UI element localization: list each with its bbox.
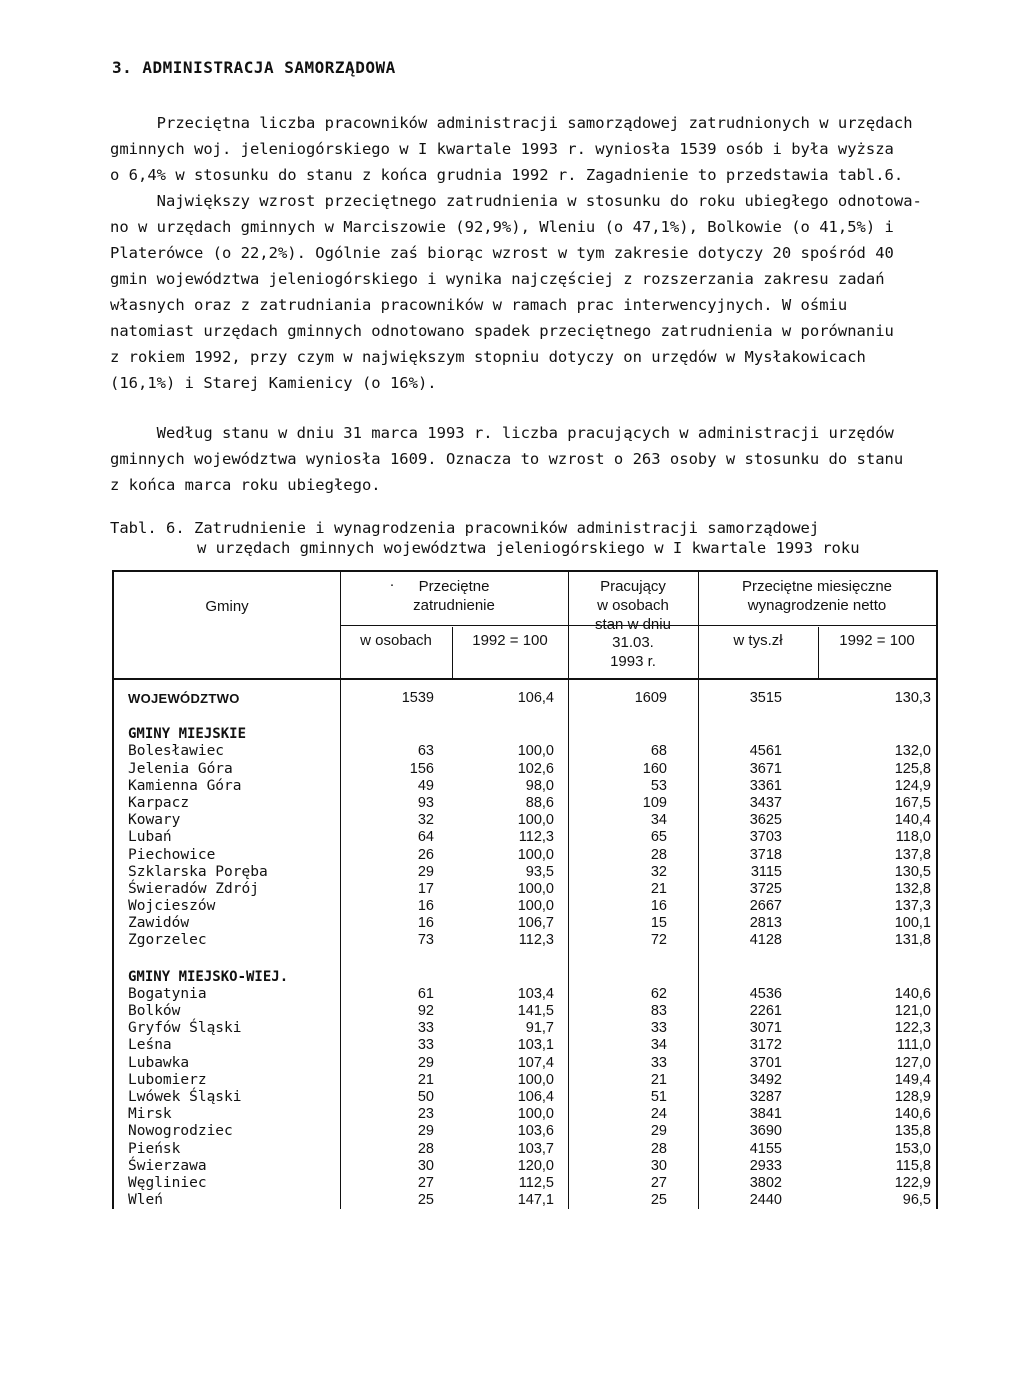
cell-zatrudnienie-index: 103,6 — [517, 1123, 554, 1140]
cell-zatrudnienie: 33 — [417, 1020, 434, 1037]
header-gminy: Gminy — [205, 598, 249, 615]
paragraph-intro-line: Platerówce (o 22,2%). Ogólnie zaś biorąc wzrost w tym zakresie dotyczy 20 spośród 40 — [110, 244, 894, 262]
table-row — [114, 1123, 936, 1140]
paragraph-intro — [110, 110, 952, 396]
cell-wynagrodzenie-index: 132,8 — [894, 880, 931, 897]
table-row — [114, 1037, 936, 1054]
cell-gmina: WOJEWÓDZTWO — [128, 691, 240, 706]
cell-pracujacy: 27 — [650, 1174, 667, 1191]
cell-wynagrodzenie: 3690 — [749, 1123, 782, 1140]
cell-zatrudnienie-index: 107,4 — [517, 1054, 554, 1071]
cell-zatrudnienie-index: 141,5 — [517, 1003, 554, 1019]
cell-pracujacy: 32 — [650, 863, 667, 880]
cell-zatrudnienie-index: 112,3 — [518, 829, 554, 846]
paragraph-intro-line: Przeciętna liczba pracowników administracji samorządowej zatrudnionych w urzędach — [110, 114, 913, 132]
cell-wynagrodzenie: 3625 — [749, 812, 782, 829]
cell-zatrudnienie-index: 100,0 — [517, 812, 554, 829]
table-row-total — [114, 690, 936, 707]
cell-pracujacy: 28 — [650, 1140, 667, 1157]
cell-pracujacy: 65 — [650, 829, 667, 846]
paragraph-employment-status — [110, 420, 952, 498]
cell-zatrudnienie-index: 103,1 — [517, 1037, 554, 1054]
cell-gmina: Szklarska Poręba — [128, 863, 268, 880]
cell-wynagrodzenie: 2261 — [749, 1003, 782, 1019]
cell-wynagrodzenie: 3725 — [749, 880, 782, 897]
cell-gmina: Pieńsk — [128, 1140, 181, 1157]
header-prac-l3: stan w dniu — [595, 616, 671, 633]
cell-wynagrodzenie-index: 137,8 — [894, 846, 931, 863]
cell-zatrudnienie-index: 112,3 — [518, 932, 554, 949]
cell-zatrudnienie-index: 91,7 — [525, 1020, 554, 1037]
cell-gmina: Lubawka — [128, 1054, 190, 1071]
cell-wynagrodzenie-index: 124,9 — [894, 777, 931, 794]
cell-zatrudnienie: 64 — [417, 829, 434, 846]
cell-zatrudnienie-index: 106,4 — [517, 1088, 554, 1105]
table-row — [114, 881, 936, 898]
table-caption-line-2: w urzędach gminnych województwa jeleniogórskiego w I kwartale 1993 roku — [197, 539, 860, 557]
table-row — [114, 1072, 936, 1089]
cell-zatrudnienie: 93 — [417, 794, 434, 811]
paragraph-employment-line: gminnych województwa wyniosła 1609. Oznacza to wzrost o 263 osoby w stosunku do stanu — [110, 450, 904, 468]
table-row — [114, 1106, 936, 1123]
header-zatr-bottom: zatrudnienie — [413, 597, 495, 614]
cell-pracujacy: 62 — [650, 985, 667, 1002]
table-row — [114, 864, 936, 881]
cell-wynagrodzenie-index: 125,8 — [894, 760, 931, 777]
cell-wynagrodzenie: 4536 — [749, 985, 782, 1002]
table-row — [114, 829, 936, 846]
cell-wynagrodzenie: 3071 — [749, 1020, 782, 1037]
table-caption — [110, 518, 990, 558]
cell-zatrudnienie: 92 — [417, 1003, 434, 1019]
table-row — [114, 898, 936, 915]
cell-gmina: Wojcieszów — [128, 898, 216, 915]
cell-zatrudnienie-index: 100,0 — [517, 1071, 554, 1088]
cell-wynagrodzenie: 2667 — [749, 898, 782, 915]
cell-wynagrodzenie: 3802 — [749, 1174, 782, 1191]
cell-zatrudnienie: 27 — [417, 1174, 434, 1191]
header-zatr-top: Przeciętne — [418, 578, 490, 595]
cell-zatrudnienie: 21 — [417, 1071, 434, 1088]
cell-gmina: Karpacz — [128, 794, 190, 811]
cell-wynagrodzenie-index: 131,8 — [894, 932, 931, 949]
cell-zatrudnienie: 16 — [417, 915, 434, 932]
cell-wynagrodzenie-index: 132,0 — [894, 743, 931, 760]
cell-wynagrodzenie: 3287 — [749, 1088, 782, 1105]
cell-wynagrodzenie: 3172 — [749, 1037, 782, 1054]
cell-wynagrodzenie: 3718 — [749, 846, 782, 863]
cell-wynagrodzenie-index: 130,3 — [894, 690, 931, 706]
table-row — [114, 761, 936, 778]
cell-wynagrodzenie-index: 149,4 — [894, 1071, 931, 1088]
cell-wynagrodzenie: 2933 — [749, 1157, 782, 1174]
group-title-miejsko-wiejskie: GMINY MIEJSKO-WIEJ. — [128, 968, 289, 985]
cell-zatrudnienie: 156 — [409, 760, 434, 777]
cell-wynagrodzenie-index: 140,4 — [894, 812, 931, 829]
cell-wynagrodzenie-index: 115,8 — [895, 1157, 931, 1174]
group-title-miejskie: GMINY MIEJSKIE — [128, 726, 247, 743]
cell-gmina: Jelenia Góra — [128, 760, 233, 777]
table-row — [114, 1141, 936, 1158]
paragraph-intro-line: własnych oraz z zatrudniania pracowników w ramach prac interwencyjnych. W ośmiu — [110, 296, 848, 314]
cell-wynagrodzenie: 4561 — [749, 743, 782, 760]
cell-wynagrodzenie: 4128 — [749, 932, 782, 949]
header-wyn-l1: Przeciętne miesięczne — [741, 578, 893, 595]
cell-zatrudnienie: 25 — [417, 1192, 434, 1209]
cell-gmina: Świerzawa — [128, 1157, 207, 1174]
cell-pracujacy: 83 — [650, 1003, 667, 1019]
cell-pracujacy: 34 — [650, 1037, 667, 1054]
cell-wynagrodzenie: 3703 — [749, 829, 782, 846]
cell-zatrudnienie: 63 — [417, 743, 434, 760]
cell-zatrudnienie: 61 — [417, 985, 434, 1002]
cell-gmina: Bolków — [128, 1003, 181, 1019]
cell-zatrudnienie: 73 — [417, 932, 434, 949]
cell-wynagrodzenie-index: 140,6 — [894, 985, 931, 1002]
cell-wynagrodzenie-index: 96,5 — [902, 1192, 931, 1209]
header-w-tys: w tys.zł — [733, 632, 783, 649]
cell-zatrudnienie-index: 103,7 — [517, 1140, 554, 1157]
cell-zatrudnienie-index: 147,1 — [517, 1192, 554, 1209]
cell-pracujacy: 29 — [650, 1123, 667, 1140]
cell-zatrudnienie: 16 — [417, 898, 434, 915]
cell-zatrudnienie-index: 93,5 — [525, 863, 554, 880]
cell-pracujacy: 16 — [650, 898, 667, 915]
table-row — [114, 1175, 936, 1192]
header-prac-l4: 31.03. — [612, 634, 654, 651]
cell-zatrudnienie-index: 88,6 — [525, 794, 554, 811]
cell-gmina: Zawidów — [128, 915, 190, 932]
cell-gmina: Mirsk — [128, 1106, 172, 1123]
table-header — [112, 570, 938, 680]
cell-zatrudnienie-index: 100,0 — [517, 898, 554, 915]
cell-wynagrodzenie-index: 100,1 — [894, 915, 931, 932]
cell-wynagrodzenie: 3115 — [750, 863, 782, 880]
cell-gmina: Kowary — [128, 812, 181, 829]
table-caption-line-1: Tabl. 6. Zatrudnienie i wynagrodzenia pracowników administracji samorządowej — [110, 519, 820, 537]
table-row — [114, 932, 936, 949]
cell-pracujacy: 53 — [650, 777, 667, 794]
cell-zatrudnienie: 29 — [417, 1054, 434, 1071]
cell-gmina: Kamienna Góra — [128, 777, 242, 794]
cell-wynagrodzenie-index: 135,8 — [894, 1123, 931, 1140]
cell-wynagrodzenie-index: 153,0 — [894, 1140, 931, 1157]
cell-zatrudnienie-index: 106,4 — [517, 690, 554, 706]
cell-pracujacy: 109 — [642, 794, 667, 811]
cell-zatrudnienie: 1539 — [401, 690, 434, 706]
cell-pracujacy: 160 — [642, 760, 667, 777]
paragraph-intro-line: no w urzędach gminnych w Marciszowie (92,9%), Wleniu (o 47,1%), Bolkowie (o 41,5%) i — [110, 218, 894, 236]
cell-zatrudnienie: 33 — [417, 1037, 434, 1054]
cell-pracujacy: 51 — [650, 1088, 667, 1105]
cell-gmina: Zgorzelec — [128, 932, 207, 949]
header-prac-l5: 1993 r. — [610, 653, 656, 670]
cell-gmina: Lwówek Śląski — [128, 1088, 242, 1105]
cell-gmina: Piechowice — [128, 846, 216, 863]
cell-pracujacy: 25 — [650, 1192, 667, 1209]
cell-gmina: Gryfów Śląski — [128, 1020, 242, 1037]
cell-wynagrodzenie: 3437 — [749, 794, 782, 811]
table-row — [114, 986, 936, 1003]
cell-wynagrodzenie-index: 137,3 — [894, 898, 931, 915]
cell-wynagrodzenie: 3671 — [749, 760, 782, 777]
paragraph-intro-line: o 6,4% w stosunku do stanu z końca grudnia 1992 r. Zagadnienie to przedstawia tabl.6. — [110, 166, 904, 184]
cell-gmina: Węgliniec — [128, 1174, 207, 1191]
cell-zatrudnienie-index: 102,6 — [517, 760, 554, 777]
header-w-osobach: w osobach — [360, 632, 432, 649]
cell-pracujacy: 68 — [650, 743, 667, 760]
paragraph-intro-line: (16,1%) i Starej Kamienicy (o 16%). — [110, 374, 437, 392]
cell-wynagrodzenie-index: 121,0 — [894, 1003, 931, 1019]
cell-wynagrodzenie: 3515 — [749, 690, 782, 706]
table-row — [114, 743, 936, 760]
cell-wynagrodzenie: 4155 — [749, 1140, 782, 1157]
employment-wages-table — [112, 570, 938, 1209]
header-bullet: · — [389, 576, 395, 593]
header-wyn-l2: wynagrodzenie netto — [747, 597, 887, 614]
paragraph-intro-line: Największy wzrost przeciętnego zatrudnienia w stosunku do roku ubiegłego odnotowa- — [110, 192, 922, 210]
cell-zatrudnienie-index: 98,0 — [525, 777, 554, 794]
table-row — [114, 1055, 936, 1072]
cell-zatrudnienie-index: 100,0 — [517, 743, 554, 760]
cell-wynagrodzenie-index: 127,0 — [894, 1054, 931, 1071]
cell-gmina: Lubomierz — [128, 1071, 207, 1088]
cell-pracujacy: 1609 — [634, 690, 667, 706]
section-title: 3. ADMINISTRACJA SAMORZĄDOWA — [112, 58, 396, 77]
cell-zatrudnienie: 49 — [417, 777, 434, 794]
cell-wynagrodzenie-index: 122,9 — [894, 1174, 931, 1191]
table-row — [114, 915, 936, 932]
header-wyn-index: 1992 = 100 — [839, 632, 915, 649]
table-row — [114, 778, 936, 795]
cell-zatrudnienie: 29 — [417, 863, 434, 880]
cell-zatrudnienie: 23 — [417, 1106, 434, 1123]
cell-pracujacy: 24 — [650, 1106, 667, 1123]
cell-zatrudnienie-index: 100,0 — [517, 880, 554, 897]
cell-pracujacy: 30 — [650, 1157, 667, 1174]
cell-pracujacy: 15 — [650, 915, 667, 932]
cell-wynagrodzenie-index: 130,5 — [894, 863, 931, 880]
cell-pracujacy: 28 — [650, 846, 667, 863]
cell-zatrudnienie-index: 106,7 — [517, 915, 554, 932]
cell-pracujacy: 72 — [650, 932, 667, 949]
cell-gmina: Świeradów Zdrój — [128, 880, 259, 897]
paragraph-employment-line: Według stanu w dniu 31 marca 1993 r. liczba pracujących w administracji urzędów — [110, 424, 894, 442]
table-row — [114, 812, 936, 829]
cell-pracujacy: 33 — [650, 1020, 667, 1037]
header-prac-l2: w osobach — [597, 597, 669, 614]
cell-wynagrodzenie-index: 167,5 — [894, 794, 931, 811]
cell-pracujacy: 34 — [650, 812, 667, 829]
table-row — [114, 1192, 936, 1209]
cell-wynagrodzenie: 2813 — [749, 915, 782, 932]
cell-gmina: Nowogrodziec — [128, 1123, 233, 1140]
cell-wynagrodzenie: 3841 — [749, 1106, 782, 1123]
cell-pracujacy: 33 — [650, 1054, 667, 1071]
paragraph-intro-line: z rokiem 1992, przy czym w największym stopniu dotyczy on urzędów w Mysłakowicach — [110, 348, 866, 366]
cell-zatrudnienie: 32 — [417, 812, 434, 829]
header-zatr-index: 1992 = 100 — [472, 632, 548, 649]
cell-gmina: Leśna — [128, 1037, 172, 1054]
table-body — [112, 680, 938, 1209]
table-row — [114, 1158, 936, 1175]
cell-wynagrodzenie-index: 122,3 — [894, 1020, 931, 1037]
cell-wynagrodzenie-index: 128,9 — [894, 1088, 931, 1105]
table-row — [114, 1020, 936, 1037]
cell-zatrudnienie-index: 112,5 — [518, 1174, 554, 1191]
cell-wynagrodzenie: 2440 — [749, 1192, 782, 1209]
cell-pracujacy: 21 — [650, 1071, 667, 1088]
table-row — [114, 795, 936, 812]
cell-gmina: Bogatynia — [128, 985, 207, 1002]
cell-zatrudnienie: 28 — [417, 1140, 434, 1157]
cell-wynagrodzenie: 3492 — [749, 1071, 782, 1088]
cell-wynagrodzenie-index: 111,0 — [896, 1037, 931, 1054]
paragraph-intro-line: gmin województwa jeleniogórskiego i wynika najczęściej z rozszerzania zakresu zadań — [110, 270, 885, 288]
cell-zatrudnienie: 50 — [417, 1088, 434, 1105]
cell-zatrudnienie-index: 100,0 — [517, 846, 554, 863]
cell-zatrudnienie-index: 100,0 — [517, 1106, 554, 1123]
paragraph-employment-line: z końca marca roku ubiegłego. — [110, 476, 381, 494]
cell-wynagrodzenie-index: 140,6 — [894, 1106, 931, 1123]
cell-zatrudnienie-index: 120,0 — [517, 1157, 554, 1174]
paragraph-intro-line: natomiast urzędach gminnych odnotowano spadek przeciętnego zatrudnienia w porównaniu — [110, 322, 894, 340]
cell-zatrudnienie: 30 — [417, 1157, 434, 1174]
cell-wynagrodzenie: 3361 — [749, 777, 782, 794]
table-row — [114, 1089, 936, 1106]
cell-wynagrodzenie: 3701 — [749, 1054, 782, 1071]
cell-pracujacy: 21 — [650, 880, 667, 897]
cell-gmina: Lubań — [128, 829, 172, 846]
cell-zatrudnienie: 26 — [417, 846, 434, 863]
cell-wynagrodzenie-index: 118,0 — [895, 829, 931, 846]
table-row — [114, 1003, 936, 1020]
cell-gmina: Bolesławiec — [128, 743, 225, 760]
cell-gmina: Wleń — [128, 1192, 163, 1209]
header-prac-l1: Pracujący — [600, 578, 666, 595]
cell-zatrudnienie-index: 103,4 — [517, 985, 554, 1002]
paragraph-intro-line: gminnych woj. jeleniogórskiego w I kwartale 1993 r. wyniosła 1539 osób i była wyższa — [110, 140, 894, 158]
cell-zatrudnienie: 17 — [417, 880, 434, 897]
table-row — [114, 847, 936, 864]
cell-zatrudnienie: 29 — [417, 1123, 434, 1140]
